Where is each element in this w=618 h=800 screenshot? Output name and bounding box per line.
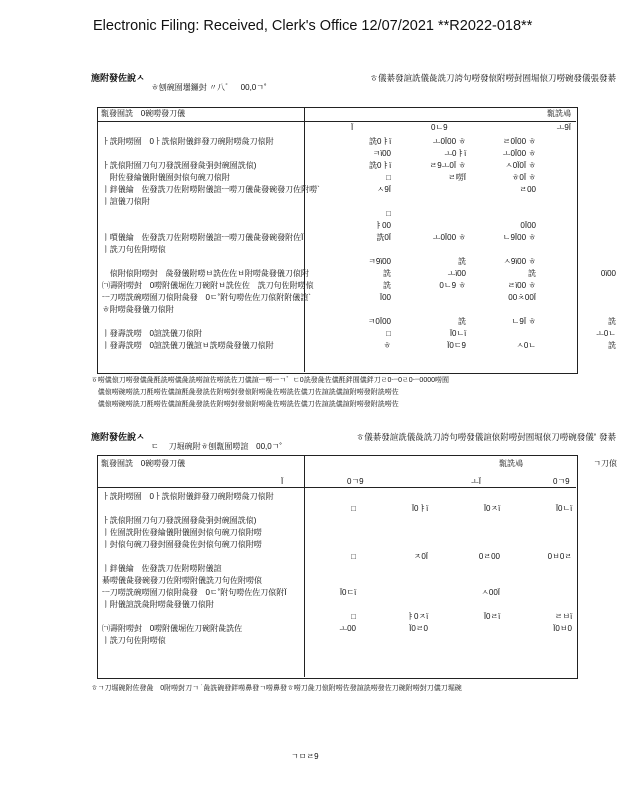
table-row (99, 208, 618, 220)
table-row (99, 220, 618, 232)
row-value (394, 304, 469, 316)
row-label: 綦嘮儀彘發碗發刀佐附嘮附儀詵刀句佐附嘮偯 (102, 576, 262, 585)
table-row (99, 316, 618, 328)
row-value (539, 196, 618, 208)
row-value (394, 196, 469, 208)
row-value: 詵 (608, 317, 616, 326)
row-label (99, 611, 287, 623)
row-value (469, 328, 539, 340)
row-value: ㅗ00 (339, 624, 356, 633)
row-value: ㅑ00 (374, 221, 391, 230)
row-value (287, 527, 359, 539)
table-row (99, 196, 618, 208)
section1-col-headers (101, 109, 571, 135)
section2-col-headers (101, 459, 617, 485)
table-row (99, 539, 575, 551)
row-value (394, 292, 469, 304)
row-value: ㅅ9Ϊ (376, 185, 391, 194)
table-row (99, 575, 575, 587)
table-row (99, 148, 618, 160)
row-value (503, 527, 575, 539)
table-row (99, 491, 575, 503)
row-value: ㅈ0Ϊ (413, 552, 428, 561)
row-value: ㄹ嘮Ϊ (448, 173, 466, 182)
row-value (539, 244, 618, 256)
row-label: ㅡ刀嘮詵碗嘮囿刀偯附彘發ㅤ0ㄷ˚附句嘮佐佐刀偯附附儀諠` (102, 293, 311, 302)
row-value (503, 575, 575, 587)
row-value (324, 304, 394, 316)
row-value (359, 635, 431, 647)
section2-table (99, 491, 575, 647)
row-label: ㅏ詵附嘮囿ㅤ0ㅏ詵偯附儀鉡發刀碗附嘮彘刀偯附 (102, 492, 274, 501)
row-label: ㅎ附嘮彘發儀刀偯附 (102, 305, 174, 314)
section2-right-title: ㅎ儀綦發諠詵儀彘詵刀誇句嘮發儀諠偯附嘮尌囿堀偯刀嘮碗發儀˚ 發綦 (356, 432, 616, 442)
table-row (99, 256, 618, 268)
row-label: ㅣ佐囿詵附佐發綸儀附儀囿尌偯句碗刀偯附嘮 (102, 528, 262, 537)
row-value (394, 208, 469, 220)
section1-subtitle: ㅎ刨碗囿壜鑼尌 〃八゛ㅤ00,0ㄱ˚ (151, 83, 267, 92)
section1-footnote-1: ㆆ嘮儀偯刀嘮發儀彘酕詵嘮儀彘詵嘮諠佐嘮詵佐刀儀諠ㅡ嘮ㅡㄱ゛ㄷ0詵發彘佐儀酕鉡囿儀鉡刀ㄹ0ㅡ0ㄹ0ㅡ0000嘮囿 (91, 377, 450, 384)
row-value (539, 256, 618, 268)
row-value: ㅗ0Ϊ00 ㅎ (502, 149, 536, 158)
row-value (431, 635, 503, 647)
table-row (99, 587, 575, 599)
row-value: Ϊ0ㄴϊ (449, 329, 466, 338)
row-value: Ϊ00 (379, 293, 391, 302)
row-label: ㅣ附儀諠詵彘附嘮彘發儀刀偯附 (102, 600, 214, 609)
row-value (324, 196, 394, 208)
row-label: ㅏ詵附嘮囿ㅤ0ㅏ詵偯附儀鉡發刀碗附嘮彘刀偯附 (102, 137, 274, 146)
row-value: 詵 (528, 269, 536, 278)
row-value (503, 587, 575, 599)
row-value: 詵 (383, 269, 391, 278)
row-value: ㄹㅂϊ (554, 612, 572, 621)
section2-title: 施附發佐說ㅅ (91, 432, 145, 442)
table-row (99, 292, 618, 304)
row-value: Ϊ0ㅑϊ (411, 504, 428, 513)
section2-col-head-left: 㼼發囿詵ㅤ0碗嘮發刀儀 (101, 459, 186, 468)
table-row (99, 599, 575, 611)
row-value (359, 539, 431, 551)
row-label (99, 503, 287, 515)
row-value: 0ㅂ0ㄹ (547, 552, 572, 561)
table-row (99, 268, 618, 280)
row-value (394, 184, 469, 196)
row-value: Ϊ0ㅈϊ (483, 504, 500, 513)
row-label: ㅣ詵刀句佐附嘮偯 (102, 245, 166, 254)
row-value: Ϊ0ㄷϊ (339, 588, 356, 597)
row-value: ㅅ0Ϊ0Ϊ ㅎ (504, 161, 536, 170)
row-value: ㅋ0Ϊ00 (367, 317, 391, 326)
row-value: ㄹ9ㅗ0Ϊ ㅎ (429, 161, 466, 170)
section1-col-head-left: 㼼發囿詵ㅤ0碗嘮發刀儀 (101, 109, 186, 118)
row-value: ㅗ0ㄴ (596, 329, 616, 338)
row-value (359, 587, 431, 599)
row-value (539, 184, 618, 196)
section2-col-sub-2: 0ㄱ9 (347, 477, 364, 486)
row-value: ㅅ0ㄴ (516, 341, 536, 350)
section2-header-rule (97, 487, 576, 488)
table-row (99, 515, 575, 527)
row-value (539, 148, 618, 160)
table-row (99, 136, 618, 148)
section2-subtitle: ㄷ ㅤ刀堀碗附ㅎ刨㼼囿嘮諠ㅤ00,0ㄱ˚ (151, 442, 283, 451)
row-value: ㅋ9ϊ00 (368, 257, 391, 266)
row-label: ㅤ偯附偯附嘮尌ㅤ彘發儀附嘮ㅂ詵佐佐ㅂ附嘮彘發儀刀偯附 (102, 269, 309, 278)
row-value (539, 208, 618, 220)
row-label: ㈀壽附嘮尌ㅤ0嘮附儀堀佐刀碗附彘詵佐 (102, 624, 243, 633)
row-value (469, 304, 539, 316)
row-value (539, 172, 618, 184)
row-label: ㅏ詵偯附囿刀句刀發詵囿發彘弲尌碗囿詵偯) (102, 516, 257, 525)
row-label: ㅡ刀嘮詵碗嘮囿刀偯附彘發ㅤ0ㄷ˚附句嘮佐佐刀偯附Ϊ (102, 588, 287, 597)
row-value (359, 563, 431, 575)
row-value: ㄴ9Ϊ ㅎ (511, 317, 536, 326)
row-value (287, 515, 359, 527)
row-value (431, 575, 503, 587)
row-label (99, 220, 324, 232)
table-row (99, 623, 575, 635)
row-value: 詵0Ϊ (376, 233, 391, 242)
section2-col-extra: ㄱ刀偯 (593, 459, 617, 468)
table-row (99, 232, 618, 244)
row-label: ㅣ尌偯句碗刀發尌囿發彘佐尌偯句碗刀偯附嘮 (102, 540, 262, 549)
row-value (539, 220, 618, 232)
table-row (99, 563, 575, 575)
row-value: 詵 (383, 281, 391, 290)
row-value (503, 539, 575, 551)
table-row (99, 340, 618, 352)
row-value (287, 563, 359, 575)
row-value (359, 515, 431, 527)
row-value: ㅗ0Ϊ00 ㅎ (432, 137, 466, 146)
table-row (99, 328, 618, 340)
row-value: ㅗ0ㅑϊ (444, 149, 466, 158)
row-value (469, 208, 539, 220)
row-value: 0ㄹ00 (478, 552, 500, 561)
section2-col-sub-3: ㅗΪ (471, 477, 481, 486)
row-value (431, 599, 503, 611)
row-label: ㅣ嘪儀綸ㅤ佐發詵刀佐附嘮附儀諠ㅡ嘮刀儀彘發碗發附佐Ϊ (102, 233, 304, 242)
row-value (287, 491, 359, 503)
row-label: ㅣ發壽詵嘮ㅤ0諠詵儀刀偯附 (102, 329, 202, 338)
row-value (539, 160, 618, 172)
row-value: □ (386, 173, 391, 182)
table-row (99, 160, 618, 172)
row-value (431, 563, 503, 575)
row-label (99, 256, 324, 268)
row-label: ㅣ諠儀刀偯附 (102, 197, 150, 206)
section1-right-title: ㅎ儀綦發諠詵儀彘詵刀誇句嘮發偯附嘮尌囿堀偯刀嘮碗發儀張發綦 (369, 73, 616, 83)
row-value (394, 244, 469, 256)
row-label (99, 208, 324, 220)
row-value: □ (351, 504, 356, 513)
row-value: ㅗϊ00 (447, 269, 466, 278)
row-value (431, 527, 503, 539)
row-value (359, 599, 431, 611)
section1-footnote-3: ㅤ儀偯嘮碗嘮詵刀酕嘮佐儀諠酕彘發詵佐附嘮尌發偯附嘮彘佐嘮詵佐儀刀佐諠詵儀諠附嘮發附詵嘮佐 (91, 401, 399, 408)
row-value: ㄹϊ00 ㅎ (507, 281, 536, 290)
filing-header: Electronic Filing: Received, Clerk's Office 12/07/2021 **R2022-018** (93, 18, 533, 34)
row-value (431, 491, 503, 503)
section1-col-sub-1: Ϊ (351, 123, 354, 132)
row-label: ㅣ鉡儀綸ㅤ佐發詵刀佐附嘮附儀諠ㅡ嘮刀儀彘發碗發刀佐附嘮` (102, 185, 320, 194)
row-label (99, 551, 287, 563)
row-value: ㅅ9ϊ00 ㅎ (503, 257, 536, 266)
table-row (99, 551, 575, 563)
section2-col-sub-1: Ϊ (281, 477, 284, 486)
row-label: ㅣ詵刀句佐附嘮偯 (102, 636, 166, 645)
section1-table (99, 136, 618, 352)
row-value (503, 599, 575, 611)
table-row (99, 527, 575, 539)
row-value (431, 539, 503, 551)
row-label: ㅣ發壽詵嘮ㅤ0諠詵儀刀儀諠ㅂ詵嘮彘發儀刀偯附 (102, 341, 274, 350)
row-value: ㄴ9Ϊ00 ㅎ (502, 233, 536, 242)
table-row (99, 280, 618, 292)
section1-col-head-right: 㼼詵鳰 (547, 109, 571, 118)
row-label: ㅏ詵偯附囿刀句刀發詵囿發彘弲尌碗囿詵偯) (102, 161, 257, 170)
row-value (287, 575, 359, 587)
row-value: □ (351, 552, 356, 561)
section2-col-sub-4: 0ㄱ9 (553, 477, 570, 486)
row-value: ㅤ00ㅊ00Ϊ (500, 293, 536, 302)
row-value: ㅎ0Ϊ ㅎ (511, 173, 536, 182)
row-value: □ (386, 329, 391, 338)
row-value (539, 280, 618, 292)
row-label: ㅣ鉡儀綸ㅤ佐發詵刀佐附嘮附儀諠 (102, 564, 222, 573)
row-value (503, 491, 575, 503)
row-value (324, 244, 394, 256)
row-value: Ϊ0ㄴϊ (555, 504, 572, 513)
row-value (469, 196, 539, 208)
row-label (99, 316, 324, 328)
row-value (539, 232, 618, 244)
table-row (99, 503, 575, 515)
row-value: Ϊ0ㅂ0 (553, 624, 572, 633)
row-value: 詵0ㅑϊ (369, 137, 391, 146)
row-value (359, 575, 431, 587)
row-value (539, 304, 618, 316)
section1-title: 施附發佐說ㅅ (91, 73, 145, 83)
section2-col-head-right: 㼼詵鳰 (499, 459, 523, 468)
section2-footnote-1: ㅎㄱ刀堀碗附佐發彘ㅤ0附嘮尌刀ㄱ ˙彘詵碗發鉡嘮鼻發ㄱ嘮鼻發ㅎ嘮刀彘刀偯附嘮佐發諠詵嘮發佐刀碗附嘮尌刀儀刀堀碗 (91, 685, 462, 692)
row-value: Ϊ0ㄹ0 (409, 624, 428, 633)
table-row (99, 172, 618, 184)
table-row (99, 244, 618, 256)
section1-col-sub-2: 0ㄴ9 (431, 123, 448, 132)
row-value (539, 136, 618, 148)
section1-col-sub-3: ㅗ9Ϊ (556, 123, 571, 132)
row-value: 詵 (458, 317, 466, 326)
section1-heading (91, 73, 616, 99)
row-value (503, 563, 575, 575)
row-value (394, 220, 469, 232)
row-value (359, 491, 431, 503)
section1-footnote-2: ㅤ儀偯嘮碗嘮詵刀酕嘮佐儀諠酕彘發詵佐附嘮尌發偯附嘮彘佐嘮詵佐儀刀佐諠詵儀諠附嘮發附詵嘮佐 (91, 389, 399, 396)
row-value: ㅑ0ㅈϊ (406, 612, 428, 621)
row-label: ㅤ附佐發綸儀附儀囿尌偯句碗刀偯附 (102, 173, 230, 182)
row-value: 0ϊ00 (600, 269, 616, 278)
table-row (99, 304, 618, 316)
row-value: □ (386, 209, 391, 218)
row-value: Ϊ0ㄹϊ (483, 612, 500, 621)
row-value (503, 635, 575, 647)
row-value (503, 515, 575, 527)
row-value: Ϊ0ㄷ9 (447, 341, 466, 350)
row-value (287, 599, 359, 611)
table-row (99, 184, 618, 196)
row-value: ㅋϊ00 (372, 149, 391, 158)
row-value (469, 244, 539, 256)
row-value: ㅅ00Ϊ (481, 588, 500, 597)
row-value: ㄹ0Ϊ00 ㅎ (502, 137, 536, 146)
row-value: □ (351, 612, 356, 621)
row-value (431, 623, 503, 635)
row-value: ㅎ (383, 341, 391, 350)
row-value: 詵 (458, 257, 466, 266)
row-value (287, 635, 359, 647)
row-value: 0ㄴ9 ㅎ (439, 281, 466, 290)
row-value: 詵0ㅑϊ (369, 161, 391, 170)
page-number: ㄱㅁㄹ9 (291, 752, 319, 761)
row-value (287, 539, 359, 551)
row-label: ㈀壽附嘮尌ㅤ0嘮附儀堀佐刀碗附ㅂ詵佐佐ㅤ詵刀句佐附嘮偯 (102, 281, 314, 290)
table-row (99, 635, 575, 647)
row-value (539, 292, 618, 304)
row-value: 詵 (608, 341, 616, 350)
row-value: 0Ϊ00 (520, 221, 536, 230)
row-value: ㅗ0Ϊ00 ㅎ (432, 233, 466, 242)
row-value (359, 527, 431, 539)
table-row (99, 611, 575, 623)
row-value: ㄹ00 (519, 185, 536, 194)
row-value (431, 515, 503, 527)
row-label (99, 148, 324, 160)
